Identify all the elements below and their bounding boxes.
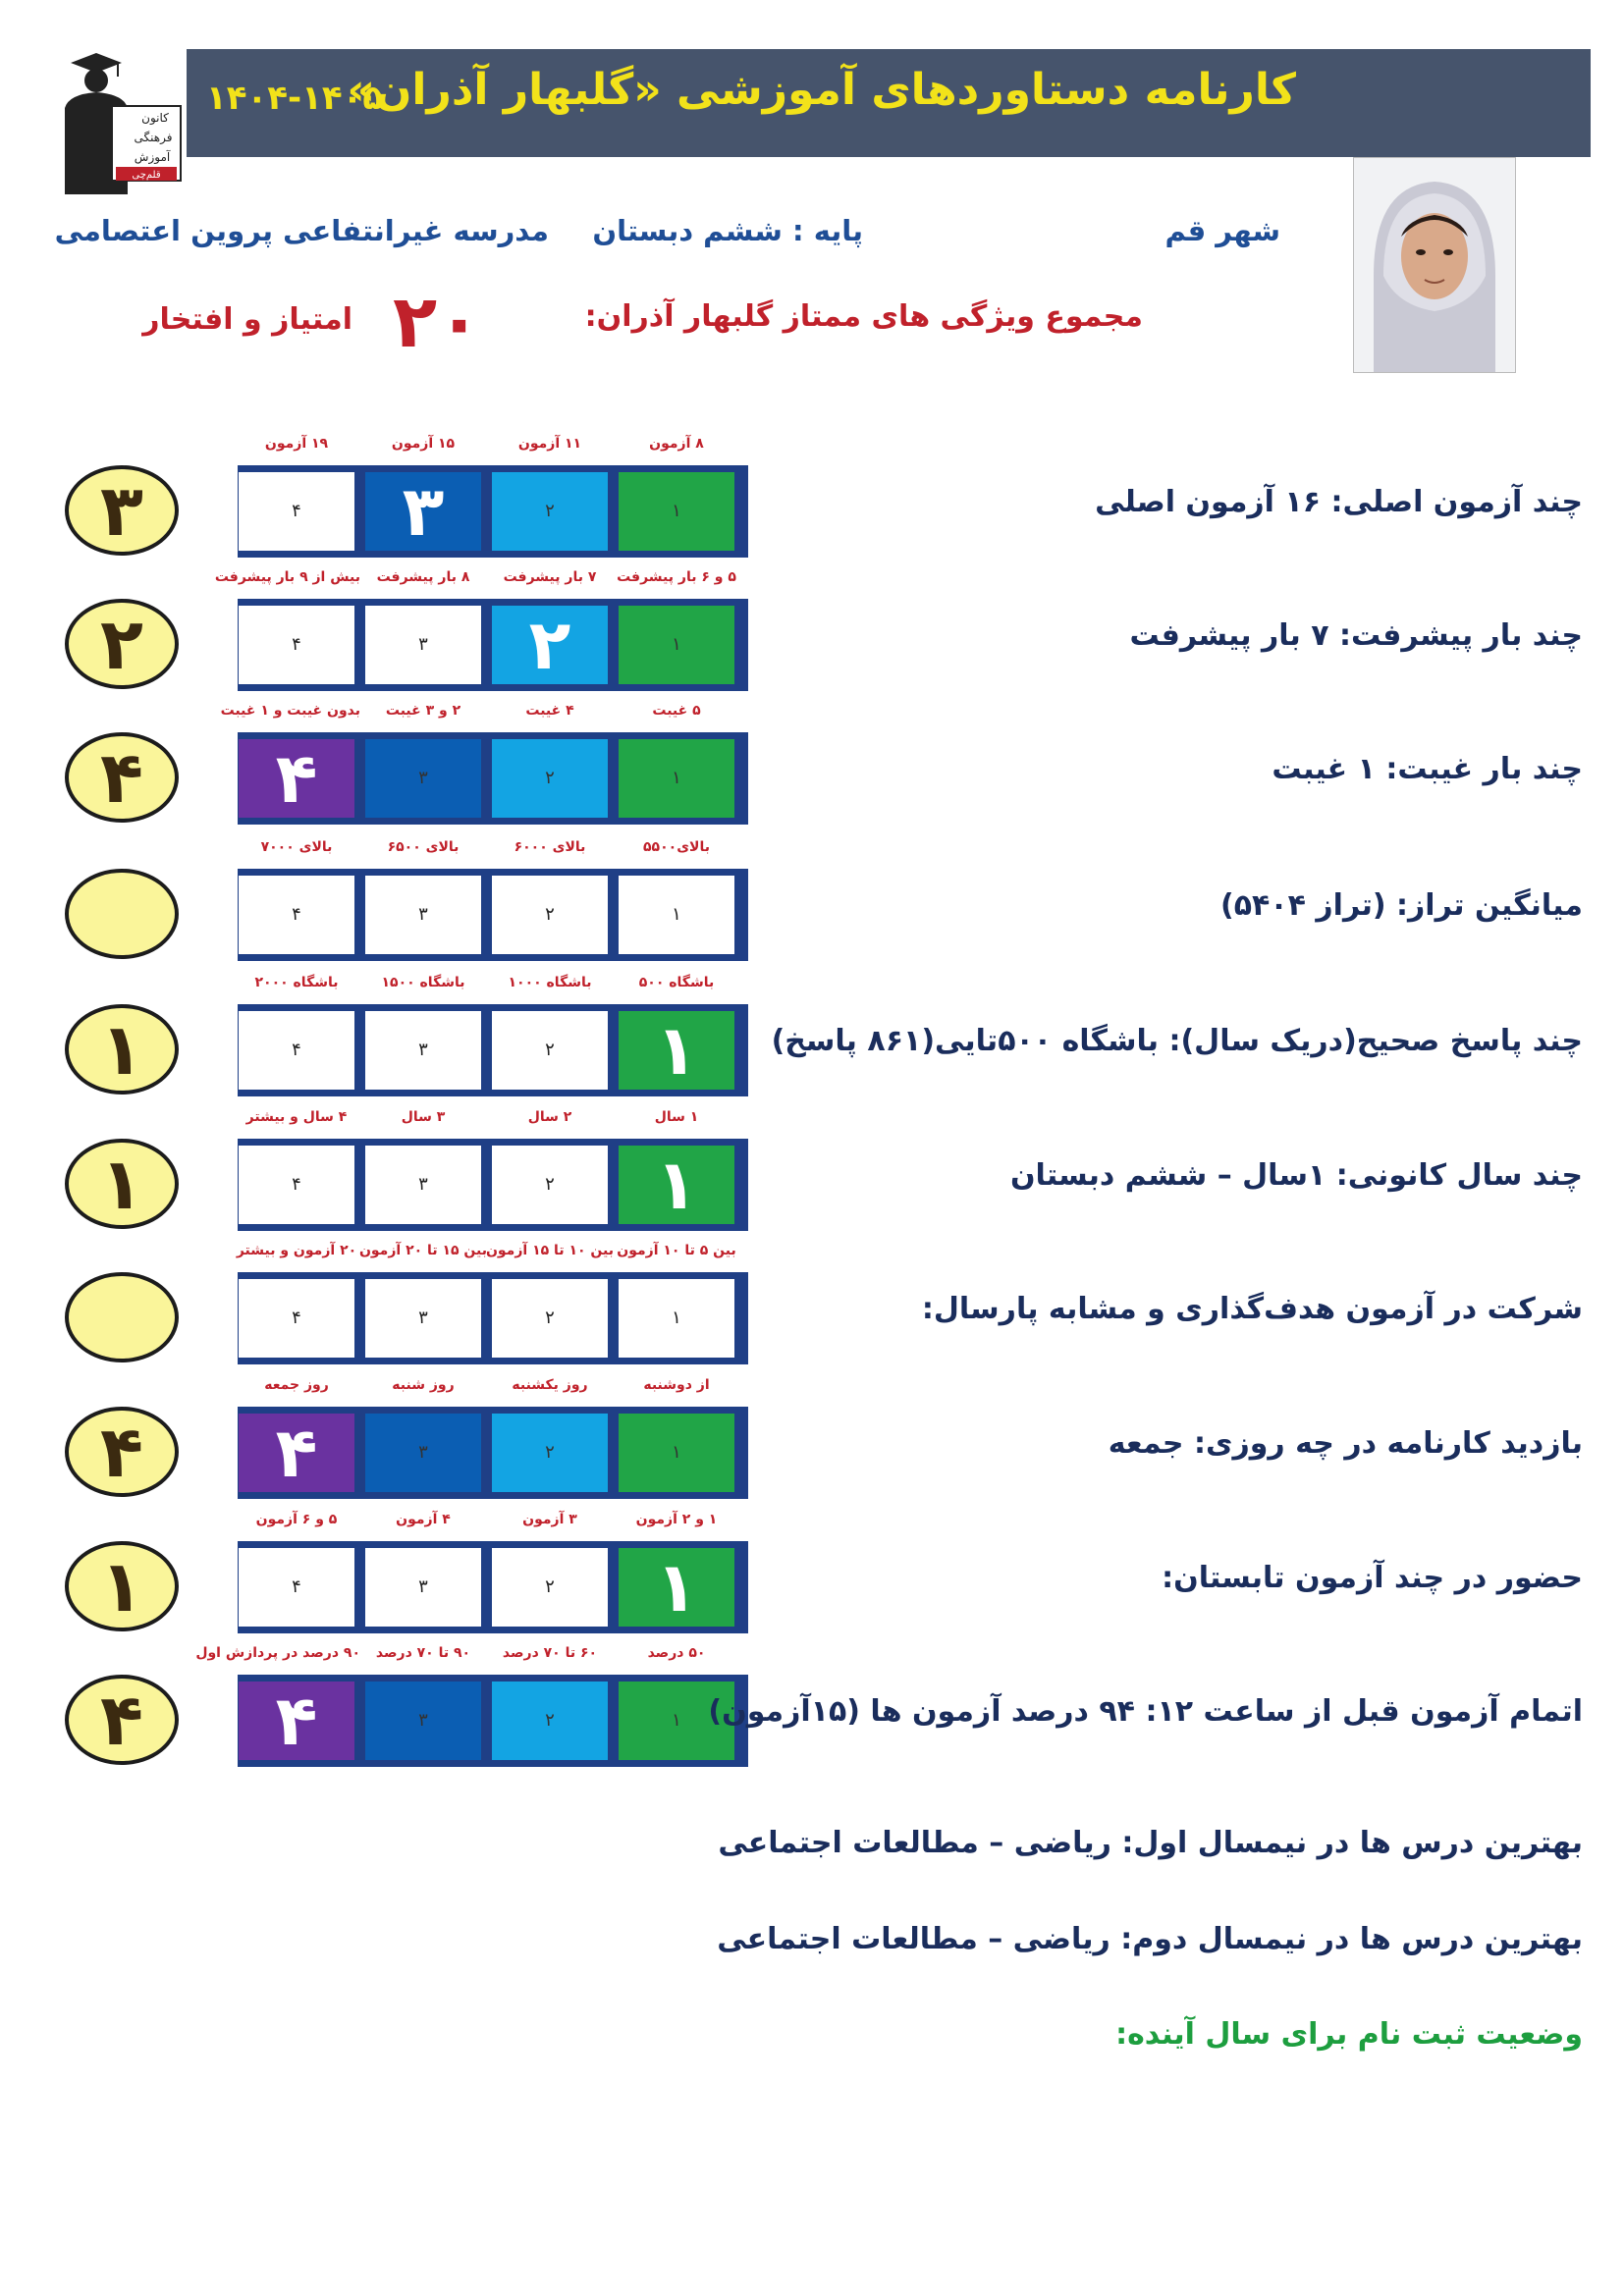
column-label: بین ۱۰ تا ۱۵ آزمون <box>485 1243 614 1258</box>
row-score-circle: ۳ <box>65 465 179 556</box>
column-labels <box>238 436 748 459</box>
column-labels <box>238 1243 748 1266</box>
graduate-icon <box>57 47 185 194</box>
level-box-2: ۲ <box>492 739 608 818</box>
level-box-1: ۱ <box>619 739 734 818</box>
registration-status: وضعیت ثبت نام برای سال آینده: <box>1115 2017 1583 2052</box>
column-labels <box>220 703 748 726</box>
column-label: ۹۰ تا ۷۰ درصد <box>375 1645 471 1661</box>
level-box-4: ۴ <box>239 1011 354 1090</box>
level-box-2: ۲ <box>492 1279 608 1358</box>
header-bar <box>187 49 1591 157</box>
level-box-4: ۴ <box>239 606 354 684</box>
level-box-3: ۳ <box>365 606 481 684</box>
level-box-1: ۱ <box>619 1682 734 1760</box>
best-subjects-second-term: بهترین درس ها در نیمسال دوم: ریاضی – مطالعات اجتماعی <box>717 1922 1583 1956</box>
row-score-circle <box>65 869 179 959</box>
level-box-2: ۲ <box>492 876 608 954</box>
column-label: بدون غیبت و ۱ غیبت <box>220 703 360 719</box>
row-score-circle: ۴ <box>65 1675 179 1765</box>
level-box-3: ۳ <box>365 1279 481 1358</box>
row-label: چند سال کانونی: ۱سال – ششم دبستان <box>1009 1158 1583 1193</box>
column-label: ۵ غیبت <box>652 703 701 719</box>
column-label: ۳ آزمون <box>522 1512 577 1527</box>
level-box-3: ۳ <box>365 1682 481 1760</box>
row-label: میانگین تراز: (تراز ۵۴۰۴) <box>1219 888 1583 923</box>
features-label: مجموع ویژگی های ممتاز گلبهار آذران: <box>584 299 1143 334</box>
column-label: ۲۰ آزمون و بیشتر <box>236 1243 357 1258</box>
level-box-2: ۲ <box>492 1548 608 1627</box>
column-label: ۴ سال و بیشتر <box>245 1109 348 1125</box>
school-label: مدرسه غیرانتفاعی پروین اعتصامی <box>54 214 549 247</box>
achievement-row <box>0 703 1624 830</box>
level-box-1: ۱ <box>619 1146 734 1224</box>
column-label: ۸ بار پیشرفت <box>376 569 470 585</box>
column-label: ۱۱ آزمون <box>517 436 582 452</box>
logo-badge: قلم‌چی <box>132 170 161 181</box>
level-boxes <box>238 599 748 691</box>
level-box-2: ۲ <box>492 1011 608 1090</box>
level-box-3: ۳ <box>365 1146 481 1224</box>
level-box-1: ۱ <box>619 472 734 551</box>
level-box-1: ۱ <box>619 606 734 684</box>
column-label: ۲ و ۳ غیبت <box>385 703 461 719</box>
column-label: بین ۱۵ تا ۲۰ آزمون <box>358 1243 487 1258</box>
level-box-3: ۳ <box>365 472 481 551</box>
level-boxes <box>238 1004 748 1096</box>
column-label: روز شنبه <box>392 1377 455 1393</box>
level-boxes <box>238 869 748 961</box>
level-box-4: ۴ <box>239 1414 354 1492</box>
level-box-4: ۴ <box>239 876 354 954</box>
level-box-2: ۲ <box>492 1414 608 1492</box>
level-box-2: ۲ <box>492 1682 608 1760</box>
level-box-3: ۳ <box>365 1548 481 1627</box>
column-label: روز جمعه <box>264 1377 329 1393</box>
row-label: چند بار غیبت: ۱ غیبت <box>1272 752 1583 786</box>
level-box-1: ۱ <box>619 876 734 954</box>
column-label: ۱ سال <box>654 1109 699 1125</box>
city-label: شهر قم <box>1164 214 1280 247</box>
level-box-4: ۴ <box>239 1682 354 1760</box>
column-label: بالای ۷۰۰۰ <box>260 839 333 855</box>
column-label: ۵ و ۶ بار پیشرفت <box>617 569 736 585</box>
column-label: ۲ سال <box>527 1109 572 1125</box>
logo-line-1: کانون <box>141 111 169 125</box>
column-label: ۴ غیبت <box>525 703 574 719</box>
logo-line-3: آموزش <box>134 150 171 164</box>
row-label: چند بار پیشرفت: ۷ بار پیشرفت <box>1129 618 1583 653</box>
row-label: حضور در چند آزمون تابستان: <box>1162 1561 1583 1595</box>
page-title: کارنامه دستاوردهای آموزشی «گلبهار آذران» <box>347 65 1296 115</box>
achievement-row <box>0 436 1624 563</box>
column-label: روز یکشنبه <box>512 1377 588 1393</box>
level-box-2: ۲ <box>492 606 608 684</box>
level-boxes <box>238 1272 748 1364</box>
column-label: ۴ آزمون <box>396 1512 451 1527</box>
student-photo <box>1353 157 1516 373</box>
level-boxes <box>238 465 748 558</box>
best-subjects-first-term: بهترین درس ها در نیمسال اول: ریاضی – مطالعات اجتماعی <box>718 1826 1583 1860</box>
row-score-circle: ۴ <box>65 732 179 823</box>
logo-line-2: فرهنگی <box>134 131 173 144</box>
level-box-1: ۱ <box>619 1011 734 1090</box>
column-labels <box>214 569 748 593</box>
level-box-1: ۱ <box>619 1279 734 1358</box>
achievement-row <box>0 839 1624 967</box>
column-label: بالای ۶۵۰۰ <box>387 839 460 855</box>
column-label: بالای ۶۰۰۰ <box>514 839 586 855</box>
column-label: ۷ بار پیشرفت <box>503 569 597 585</box>
achievement-row <box>0 1243 1624 1370</box>
level-box-3: ۳ <box>365 1414 481 1492</box>
level-box-4: ۴ <box>239 1279 354 1358</box>
grade-label: پایه : ششم دبستان <box>592 214 863 247</box>
row-label: بازدید کارنامه در چه روزی: جمعه <box>1108 1426 1583 1461</box>
column-labels <box>238 1512 748 1535</box>
score-label: امتیاز و افتخار <box>142 302 352 337</box>
achievement-row <box>0 1377 1624 1505</box>
column-labels <box>238 975 748 998</box>
achievement-row <box>0 1109 1624 1237</box>
level-boxes <box>238 1139 748 1231</box>
column-label: باشگاه ۵۰۰ <box>638 975 715 990</box>
level-box-4: ۴ <box>239 1146 354 1224</box>
column-labels <box>238 1109 748 1133</box>
level-box-3: ۳ <box>365 1011 481 1090</box>
level-box-2: ۲ <box>492 472 608 551</box>
achievement-row <box>0 1645 1624 1773</box>
column-label: ۶۰ تا ۷۰ درصد <box>502 1645 598 1661</box>
kanoon-logo <box>57 47 185 194</box>
column-label: از دوشنبه <box>643 1377 710 1393</box>
row-score-circle: ۴ <box>65 1407 179 1497</box>
column-label: ۸ آزمون <box>649 436 704 452</box>
column-label: ۵۰ درصد <box>647 1645 706 1661</box>
level-boxes <box>238 1407 748 1499</box>
column-label: ۵ و ۶ آزمون <box>255 1512 338 1527</box>
level-boxes <box>238 732 748 825</box>
row-score-circle: ۱ <box>65 1004 179 1095</box>
row-score-circle: ۲ <box>65 599 179 689</box>
level-box-4: ۴ <box>239 1548 354 1627</box>
level-boxes <box>238 1675 748 1767</box>
achievement-row <box>0 569 1624 697</box>
column-labels <box>238 1377 748 1401</box>
column-label: ۱۵ آزمون <box>391 436 456 452</box>
achievement-row <box>0 975 1624 1102</box>
row-label: شرکت در آزمون هدف‌گذاری و مشابه پارسال: <box>921 1292 1583 1326</box>
column-labels <box>238 839 748 863</box>
column-label: بیش از ۹ بار پیشرفت <box>214 569 360 585</box>
column-label: باشگاه ۱۵۰۰ <box>381 975 465 990</box>
row-score-circle: ۱ <box>65 1541 179 1631</box>
column-label: ۳ سال <box>401 1109 446 1125</box>
academic-year: ۱۴۰۴-۱۴۰۵ <box>206 79 384 118</box>
level-box-3: ۳ <box>365 876 481 954</box>
row-score-circle <box>65 1272 179 1362</box>
level-box-4: ۴ <box>239 739 354 818</box>
row-label: اتمام آزمون قبل از ساعت ۱۲: ۹۴ درصد آزمون ها (۱۵آزمون) <box>708 1694 1583 1729</box>
achievement-row <box>0 1512 1624 1639</box>
column-label: ۹۰ درصد در پردازش اول <box>195 1645 360 1661</box>
student-portrait-icon <box>1354 158 1515 372</box>
row-label: چند پاسخ صحیح(دریک سال): باشگاه ۵۰۰تایی(۸۶۱ پاسخ) <box>771 1024 1583 1058</box>
column-label: باشگاه ۲۰۰۰ <box>254 975 339 990</box>
level-box-3: ۳ <box>365 739 481 818</box>
level-boxes <box>238 1541 748 1633</box>
level-box-4: ۴ <box>239 472 354 551</box>
total-score: ۲۰ <box>393 280 482 364</box>
column-label: ۱ و ۲ آزمون <box>635 1512 718 1527</box>
level-box-1: ۱ <box>619 1548 734 1627</box>
level-box-2: ۲ <box>492 1146 608 1224</box>
column-label: بین ۵ تا ۱۰ آزمون <box>617 1243 736 1258</box>
column-labels <box>195 1645 748 1669</box>
column-label: بالای۵۵۰۰ <box>643 839 710 855</box>
row-score-circle: ۱ <box>65 1139 179 1229</box>
row-label: چند آزمون اصلی: ۱۶ آزمون اصلی <box>1095 485 1583 519</box>
column-label: ۱۹ آزمون <box>264 436 329 452</box>
column-label: باشگاه ۱۰۰۰ <box>508 975 592 990</box>
level-box-1: ۱ <box>619 1414 734 1492</box>
